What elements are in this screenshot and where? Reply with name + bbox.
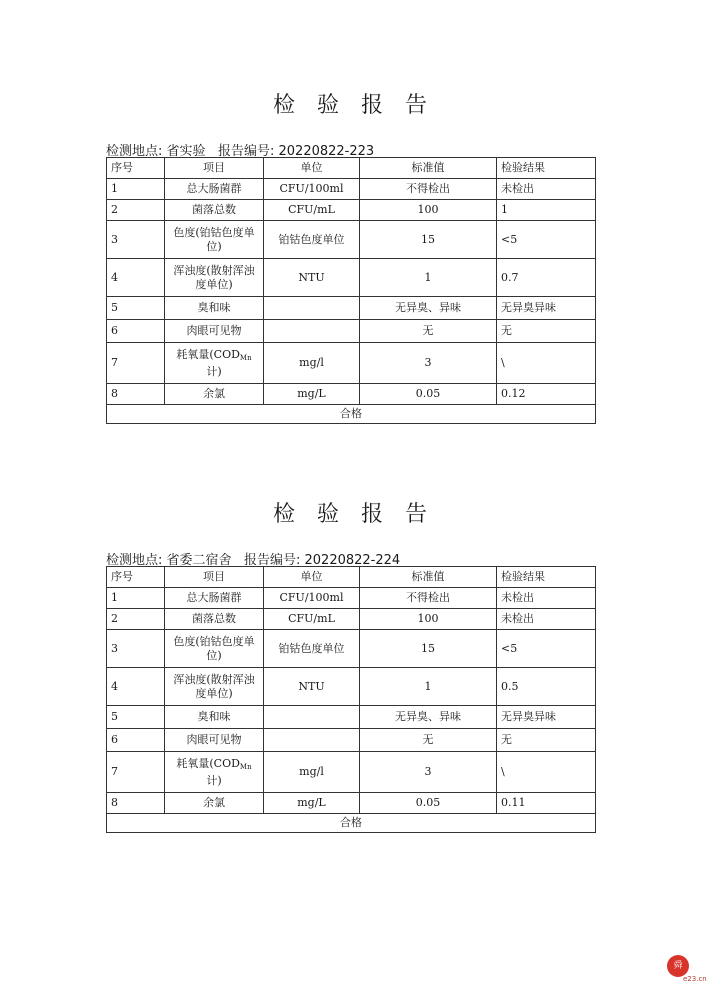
cell-result: 未检出 (497, 588, 596, 609)
cell-result: <5 (497, 221, 596, 259)
cell-unit: mg/l (264, 343, 360, 384)
conclusion-row (107, 405, 596, 424)
cell-result: 0.5 (497, 668, 596, 706)
header-unit: 单位 (264, 158, 360, 179)
cell-no: 7 (107, 752, 165, 793)
conclusion-cell: 合格 (107, 405, 596, 424)
cod-suffix: 计) (206, 773, 222, 787)
cell-no: 5 (107, 297, 165, 320)
header-result: 检验结果 (497, 567, 596, 588)
cell-unit: CFU/100ml (264, 179, 360, 200)
cod-subscript: Mn (239, 762, 252, 771)
table-row (107, 179, 596, 200)
table-row (107, 343, 596, 384)
location-value: 省委二宿舍 (166, 553, 232, 568)
cell-result: 0.12 (497, 384, 596, 405)
cell-unit: 铂钴色度单位 (264, 630, 360, 668)
cell-item: 浑浊度(散射浑浊度单位) (165, 668, 264, 706)
cell-no: 7 (107, 343, 165, 384)
cell-no: 2 (107, 609, 165, 630)
cell-unit: CFU/mL (264, 609, 360, 630)
watermark-site: e23.cn (683, 975, 707, 983)
table-row (107, 706, 596, 729)
table-row (107, 320, 596, 343)
cell-unit: NTU (264, 668, 360, 706)
table-row (107, 588, 596, 609)
table-header-row (107, 158, 596, 179)
header-result: 检验结果 (497, 158, 596, 179)
table-row (107, 384, 596, 405)
cell-standard: 0.05 (360, 384, 497, 405)
cell-no: 3 (107, 630, 165, 668)
cell-item: 臭和味 (165, 706, 264, 729)
report-no-value: 20220822-223 (278, 144, 375, 159)
cell-item: 臭和味 (165, 297, 264, 320)
cell-result: 无 (497, 320, 596, 343)
cell-unit: 铂钴色度单位 (264, 221, 360, 259)
cell-unit: NTU (264, 259, 360, 297)
header-standard: 标准值 (360, 567, 497, 588)
header-item: 项目 (165, 567, 264, 588)
cell-unit (264, 297, 360, 320)
header-standard: 标准值 (360, 158, 497, 179)
cell-unit (264, 729, 360, 752)
cod-prefix: 耗氧量(COD (176, 347, 240, 361)
cell-result: \ (497, 343, 596, 384)
header-no: 序号 (107, 158, 165, 179)
cell-result: 0.11 (497, 793, 596, 814)
cell-no: 3 (107, 221, 165, 259)
cell-no: 1 (107, 588, 165, 609)
cell-result: 无 (497, 729, 596, 752)
cell-standard: 无异臭、异味 (360, 297, 497, 320)
cell-item: 余氯 (165, 384, 264, 405)
cell-unit: mg/L (264, 793, 360, 814)
cell-standard: 0.05 (360, 793, 497, 814)
cell-item: 菌落总数 (165, 200, 264, 221)
cell-item: 浑浊度(散射浑浊度单位) (165, 259, 264, 297)
location-label: 检测地点: (106, 144, 163, 159)
table-row (107, 297, 596, 320)
cell-unit: CFU/mL (264, 200, 360, 221)
table-row (107, 729, 596, 752)
results-table (106, 157, 596, 424)
conclusion-cell: 合格 (107, 814, 596, 833)
cell-item: 肉眼可见物 (165, 320, 264, 343)
cell-result: 未检出 (497, 609, 596, 630)
cell-standard: 1 (360, 668, 497, 706)
cell-no: 2 (107, 200, 165, 221)
cell-no: 8 (107, 793, 165, 814)
cell-standard: 3 (360, 752, 497, 793)
cell-no: 4 (107, 668, 165, 706)
watermark-logo-icon: 舜 (667, 955, 689, 977)
cell-result: 无异臭异味 (497, 706, 596, 729)
cell-item: 余氯 (165, 793, 264, 814)
cell-unit (264, 706, 360, 729)
cell-item: 色度(铂钴色度单位) (165, 221, 264, 259)
table-row (107, 630, 596, 668)
report-title: 检验报告 (272, 93, 449, 118)
cell-result: 无异臭异味 (497, 297, 596, 320)
report-title: 检验报告 (272, 502, 449, 527)
cod-prefix: 耗氧量(COD (176, 756, 240, 770)
table-row (107, 793, 596, 814)
cell-item (165, 752, 264, 793)
cell-unit: mg/l (264, 752, 360, 793)
cell-result: 1 (497, 200, 596, 221)
conclusion-row (107, 814, 596, 833)
table-row (107, 259, 596, 297)
header-item: 项目 (165, 158, 264, 179)
cell-standard: 不得检出 (360, 588, 497, 609)
location-label: 检测地点: (106, 553, 163, 568)
cod-suffix: 计) (206, 364, 222, 378)
table-row (107, 200, 596, 221)
cell-standard: 不得检出 (360, 179, 497, 200)
cell-no: 1 (107, 179, 165, 200)
header-no: 序号 (107, 567, 165, 588)
header-unit: 单位 (264, 567, 360, 588)
cell-standard: 无 (360, 729, 497, 752)
cell-result: <5 (497, 630, 596, 668)
cell-result: 未检出 (497, 179, 596, 200)
cell-item: 色度(铂钴色度单位) (165, 630, 264, 668)
cell-no: 6 (107, 320, 165, 343)
cell-item: 肉眼可见物 (165, 729, 264, 752)
report-no-label: 报告编号: (217, 144, 275, 159)
cell-standard: 无 (360, 320, 497, 343)
cod-subscript: Mn (239, 353, 252, 362)
cell-no: 4 (107, 259, 165, 297)
cell-standard: 100 (360, 609, 497, 630)
cell-result: \ (497, 752, 596, 793)
cell-no: 6 (107, 729, 165, 752)
cell-standard: 15 (360, 221, 497, 259)
location-value: 省实验 (166, 144, 206, 159)
cell-standard: 1 (360, 259, 497, 297)
cell-standard: 3 (360, 343, 497, 384)
cell-unit: mg/L (264, 384, 360, 405)
cell-item: 菌落总数 (165, 609, 264, 630)
results-table (106, 566, 596, 833)
cell-result: 0.7 (497, 259, 596, 297)
cell-standard: 100 (360, 200, 497, 221)
cell-no: 8 (107, 384, 165, 405)
cell-item (165, 343, 264, 384)
cell-item: 总大肠菌群 (165, 179, 264, 200)
cell-standard: 无异臭、异味 (360, 706, 497, 729)
cell-no: 5 (107, 706, 165, 729)
table-header-row (107, 567, 596, 588)
cell-item: 总大肠菌群 (165, 588, 264, 609)
cell-unit (264, 320, 360, 343)
cell-unit: CFU/100ml (264, 588, 360, 609)
table-row (107, 668, 596, 706)
table-row (107, 609, 596, 630)
cell-standard: 15 (360, 630, 497, 668)
report-no-value: 20220822-224 (304, 553, 401, 568)
table-row (107, 221, 596, 259)
report-no-label: 报告编号: (243, 553, 301, 568)
table-row (107, 752, 596, 793)
